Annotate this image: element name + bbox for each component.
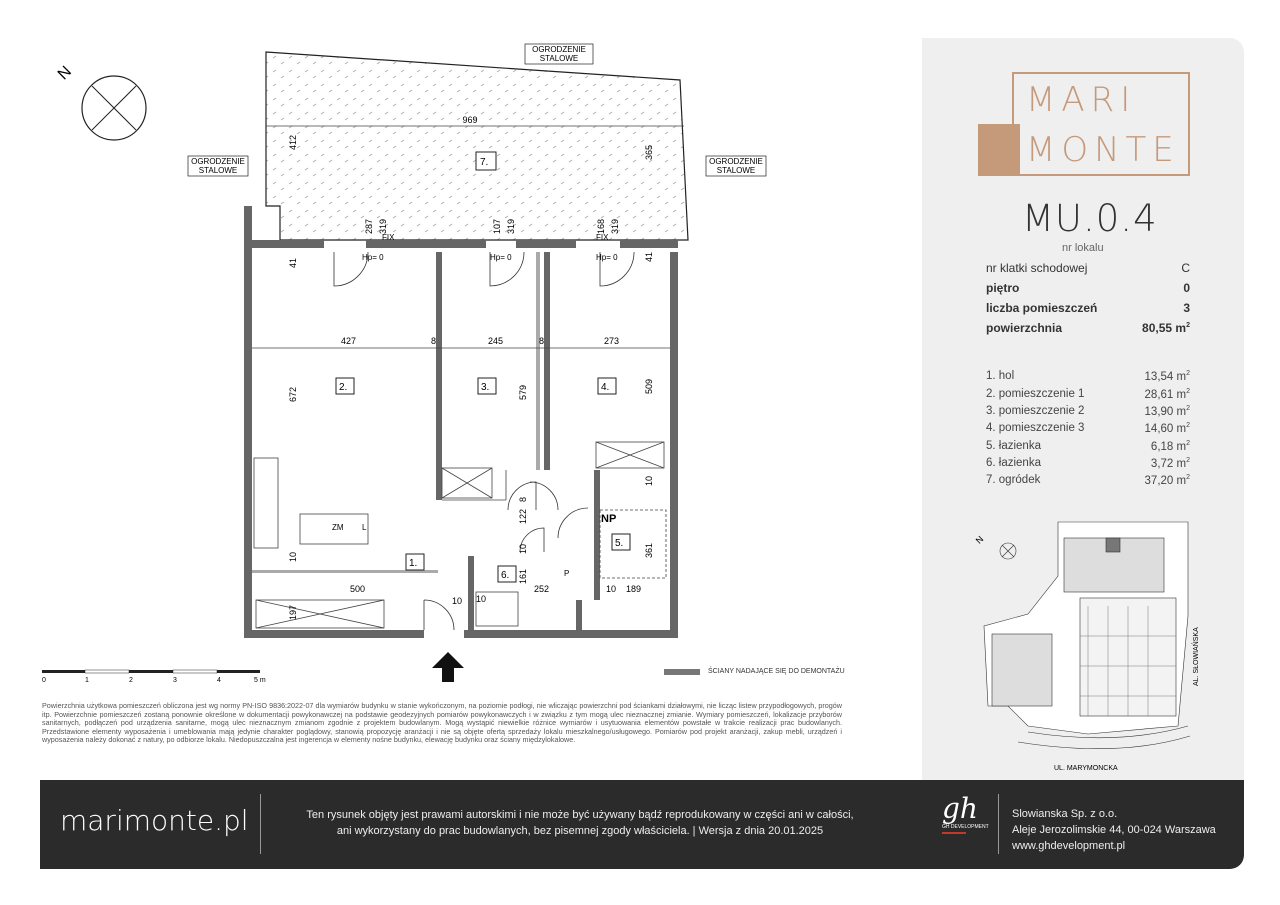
svg-text:0: 0	[42, 677, 46, 684]
dim-window3: 168	[596, 218, 606, 234]
site-plan-drawing	[968, 516, 1204, 778]
svg-text:2: 2	[129, 677, 133, 684]
room-row: 1. hol 13,54 $m^2$	[986, 370, 1190, 383]
dim-corridor-122: 122	[518, 508, 528, 524]
north-label: N	[54, 63, 76, 84]
scale-bar	[42, 670, 266, 684]
dim-garden-right: 365	[644, 144, 654, 160]
svg-text:STALOWE: STALOWE	[716, 166, 756, 175]
street-label-slowianska: AL. SŁOWIAŃSKA	[1193, 627, 1200, 686]
entrance-arrow-icon	[432, 652, 464, 682]
zm-label: ZM	[332, 523, 344, 532]
svg-text:OGRODZENIE: OGRODZENIE	[191, 157, 245, 166]
dim-room2-width: 427	[341, 336, 357, 346]
dim-hall-10: 10	[288, 551, 298, 562]
info-row-area: powierzchnia 80,55 $m^2$	[986, 321, 1190, 335]
fence-label-left	[188, 156, 248, 176]
room-row: 4. pomieszczenie 3 14,60 $m^2$	[986, 422, 1190, 435]
fence-label-top	[525, 44, 593, 64]
dim-window2: 107	[492, 218, 502, 234]
copyright-notice: Ten rysunek objęty jest prawami autorskimi i nie może być używany bądź reprodukowany w części ani w całości, ani wykorzystany do prac budowlanych, bez pisemnej zgody właściciela. | Wersja z dnia 20.01.2025	[306, 809, 854, 837]
room-number-7: 7.	[480, 157, 489, 168]
np-label: NP	[601, 513, 617, 525]
company-web-link[interactable]: www.ghdevelopment.pl	[1012, 840, 1126, 852]
garden-area	[266, 52, 688, 240]
legend-swatch	[664, 669, 700, 675]
dim-bath5-height: 361	[644, 542, 654, 558]
street-label-marymoncka: UL. MARYMONCKA	[1054, 765, 1118, 772]
svg-text:1: 1	[85, 677, 89, 684]
room-row: 6. łazienka 3,72 $m^2$	[986, 457, 1190, 470]
room-row: 2. pomieszczenie 1 28,61 $m^2$	[986, 388, 1190, 401]
unit-code: MU.0.4	[1022, 197, 1158, 240]
hp-label-1: Hp= 0	[362, 253, 384, 262]
svg-text:OGRODZENIE: OGRODZENIE	[709, 157, 763, 166]
unit-code-label: nr lokalu	[1062, 242, 1104, 254]
dim-window2-b: 319	[506, 218, 516, 234]
l-label: L	[362, 523, 367, 532]
dim-top-41-a: 41	[288, 257, 298, 268]
floor-plan	[30, 40, 910, 690]
p-label: P	[564, 569, 570, 578]
room-row: 5. łazienka 6,18 $m^2$	[986, 440, 1190, 453]
dim-hall-height: 197	[288, 604, 298, 620]
dim-room4-height: 509	[644, 378, 654, 394]
dim-bath6-10: 10	[476, 594, 487, 604]
room-number-6: 6.	[501, 570, 510, 581]
dim-room3-height: 579	[518, 384, 528, 400]
legal-notice: Powierzchnia użytkowa pomieszczeń obliczona jest wg normy PN-ISO 9836:2022-07 dla wymiarów budynku w stanie wykończonym, na poziomie podłogi, nie wliczając powierzchni pod ściankami działowymi, nie licząc listew przypodłogowych, progów itp. Powierzchnie pomieszczeń zostaną ponownie określone w dokumentacji powykonawczej na podstawie geodezyjnych pomiarów powykonawczych i w związku z tym mogą ulec nieznacznej zmianie. Wymiary pomieszczeń, lokalizacje przyborów sanitarnych, podłączeń pod urządzenia sanitarne, mogą ulec nieznacznym zmianom zgodnie z projektem budowlanym. Mogą wystąpić niewielkie różnice wymiarów i usytuowania elementów powstałe w trakcie realizacji prac budowlanych. Przedstawione elementy wyposażenia i umeblowania mają jedynie charakter poglądowy, stanowią propozycję aranżacji i nie są objęte ofertą sprzedaży lokalu mieszkalnego/usługowego. Pomiarów pod projekt aranżacji, zakup mebli, urządzeń i wyposażenia należy dokonać z natury, po odbiorze lokalu. Niedopuszczalna jest ingerencja w elementy nośne budynku, elewację budynku oraz ściany międzylokalowe.	[42, 701, 842, 745]
room-number-2: 2.	[339, 382, 348, 393]
hp-label-3: Hp= 0	[596, 253, 618, 262]
fix-label-2: FIX	[596, 233, 609, 242]
fence-label-right	[706, 156, 766, 176]
north-compass	[55, 63, 146, 140]
site-north-label: N	[973, 533, 986, 546]
dim-bath5-width: 189	[626, 584, 642, 594]
dim-hall-10b: 10	[452, 596, 463, 606]
dim-garden-width: 969	[462, 115, 478, 125]
dim-room3-width: 245	[488, 336, 504, 346]
dim-bath6-width: 252	[534, 584, 550, 594]
legend-label: ŚCIANY NADAJĄCE SIĘ DO DEMONTAŻU	[708, 668, 845, 675]
room-row: 7. ogródek 37,20 $m^2$	[986, 474, 1190, 487]
svg-text:4: 4	[217, 677, 221, 684]
dim-bath5-10b: 10	[644, 475, 654, 486]
floor-plan-drawing	[30, 40, 910, 690]
info-row-staircase: nr klatki schodowej C	[986, 261, 1190, 275]
room-number-3: 3.	[481, 382, 490, 393]
dim-bath6-height: 161	[518, 568, 528, 584]
dim-wall-1: 8	[431, 336, 437, 346]
hp-label-2: Hp= 0	[490, 253, 512, 262]
apartment-walls	[244, 206, 678, 638]
room-number-5: 5.	[615, 538, 624, 549]
dim-window3-b: 319	[610, 218, 620, 234]
info-row-floor: piętro 0	[986, 281, 1190, 295]
site-plan	[968, 516, 1204, 778]
svg-text:3: 3	[173, 677, 177, 684]
room-row: 3. pomieszczenie 2 13,90 $m^2$	[986, 405, 1190, 418]
logo-line-1: MARI	[1026, 80, 1137, 120]
svg-text:OGRODZENIE: OGRODZENIE	[532, 45, 586, 54]
logo-line-2: MONTE	[1026, 130, 1180, 170]
gh-development-logo: gh GH DEVELOPMENT	[942, 794, 992, 854]
footer	[40, 780, 1244, 869]
website-link[interactable]: marimonte.pl	[60, 804, 249, 837]
room-number-4: 4.	[601, 382, 610, 393]
company-info: Slowianska Sp. z o.o. Aleje Jerozolimskie 44, 00-024 Warszawa www.ghdevelopment.pl	[1012, 808, 1216, 852]
info-row-room-count: liczba pomieszczeń 3	[986, 301, 1190, 315]
fix-label-1: FIX	[382, 233, 395, 242]
svg-text:5 m: 5 m	[254, 677, 266, 684]
footer-divider	[260, 794, 261, 854]
dim-room2-height: 672	[288, 386, 298, 402]
dim-window1: 287	[364, 218, 374, 234]
dim-wall-2: 8	[539, 336, 545, 346]
dim-room4-width: 273	[604, 336, 620, 346]
dim-corridor-10: 10	[518, 543, 528, 554]
svg-text:STALOWE: STALOWE	[198, 166, 238, 175]
removable-walls	[252, 252, 540, 573]
room-number-1: 1.	[409, 558, 418, 569]
dim-corridor-8: 8	[518, 496, 528, 502]
dim-window1-b: 319	[378, 218, 388, 234]
dim-bath5-10: 10	[606, 584, 617, 594]
svg-text:STALOWE: STALOWE	[539, 54, 579, 63]
dim-hall-width: 500	[350, 584, 366, 594]
dim-top-41-b: 41	[644, 251, 654, 262]
footer-divider	[998, 794, 999, 854]
dim-garden-left: 412	[288, 134, 298, 150]
